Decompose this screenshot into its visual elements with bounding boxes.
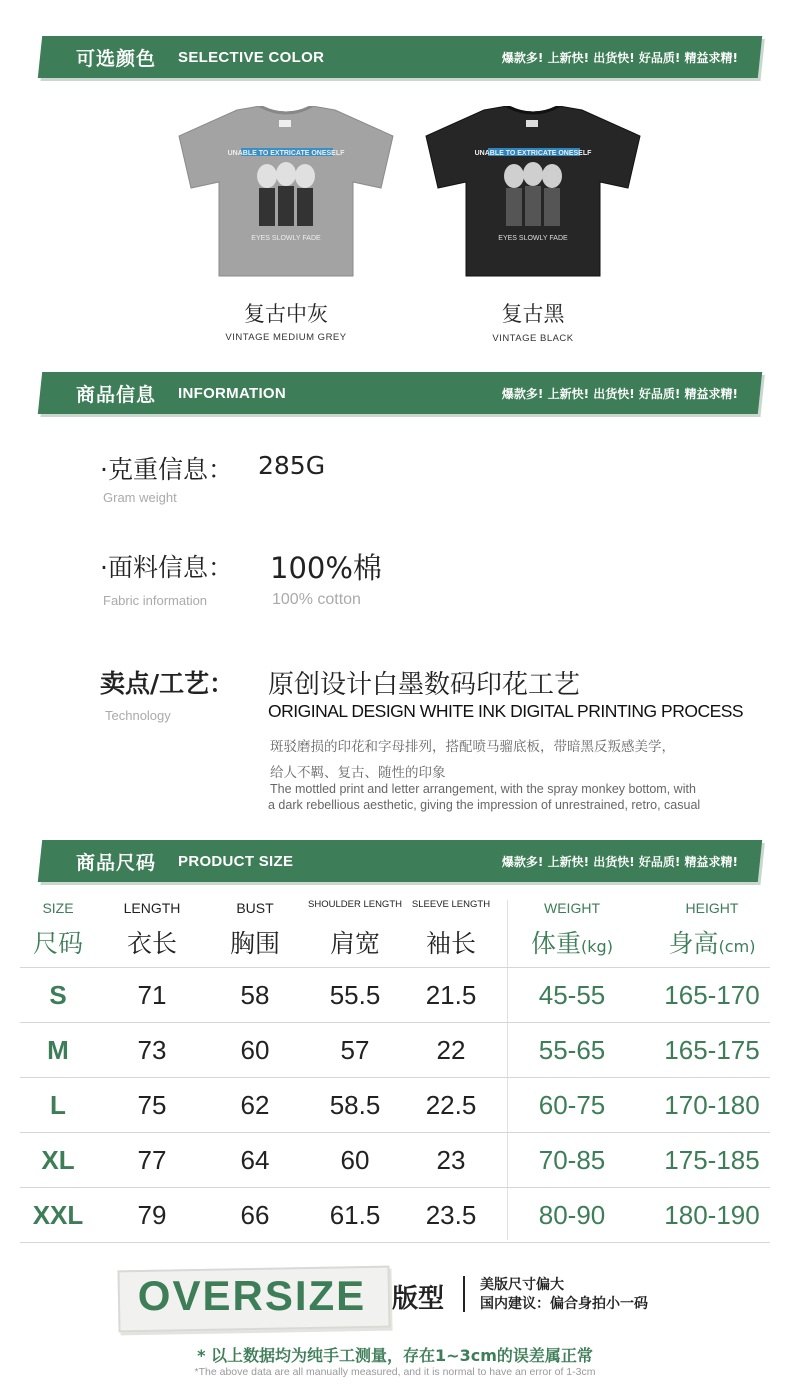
size-row-label: XXL: [32, 1200, 84, 1230]
fit-type-label: 版型: [392, 1284, 445, 1314]
banner-slogan: 爆款多! 上新快! 出货快! 好品质! 精益求精!: [501, 854, 738, 869]
size-row-label: M: [47, 1035, 69, 1065]
banner-slogan: 爆款多! 上新快! 出货快! 好品质! 精益求精!: [501, 386, 738, 401]
size-cell: 55-65: [538, 1035, 606, 1065]
craft-desc-cn-2: 给人不羁、复古、随性的印象: [270, 765, 446, 781]
shirt-print-text-top: UNABLE TO EXTRICATE ONESELF: [474, 150, 592, 157]
section-banner-color: [40, 36, 760, 78]
banner-title-cn: 可选颜色: [76, 47, 157, 70]
size-table-rule: [20, 1187, 770, 1188]
section-banner-info: [40, 372, 760, 414]
size-cell: 55.5: [329, 980, 381, 1010]
oversize-badge: OVERSIZE: [137, 1272, 367, 1319]
size-table-rule: [20, 967, 770, 968]
craft-desc-cn-1: 斑驳磨损的印花和字母排列，搭配喷马骝底板，带暗黑反叛感美学，: [270, 739, 675, 755]
banner-title-en: PRODUCT SIZE: [178, 852, 294, 870]
size-cell: 77: [137, 1145, 167, 1175]
size-cell: 21.5: [425, 980, 477, 1010]
fabric-label-en: Fabric information: [103, 593, 208, 608]
gram-label: ·克重信息：: [100, 455, 233, 484]
size-header-unit: (kg): [581, 937, 613, 956]
size-cell: 45-55: [538, 980, 606, 1010]
craft-label: 卖点/工艺：: [100, 669, 235, 698]
size-cell: 165-170: [664, 980, 760, 1010]
size-header-cn: [502, 924, 642, 960]
shirt-name-en-black: VINTAGE BLACK: [492, 333, 574, 344]
size-row-label: S: [49, 980, 67, 1010]
shirt-print-text-bottom: EYES SLOWLY FADE: [498, 235, 568, 242]
craft-desc-en-2: a dark rebellious aesthetic, giving the impression of unrestrained, retro, casual: [268, 798, 701, 812]
banner-title-en: INFORMATION: [178, 384, 287, 402]
size-table-rule: [20, 1022, 770, 1023]
banner-title-cn: 商品尺码: [76, 851, 157, 874]
size-header-en: BUST: [236, 900, 274, 916]
size-cell: 23: [436, 1145, 466, 1175]
size-cell: 71: [137, 980, 167, 1010]
size-header-en: SHOULDER LENGTH: [308, 899, 402, 910]
craft-value-en: ORIGINAL DESIGN WHITE INK DIGITAL PRINTING PROCESS: [268, 701, 744, 721]
craft-label-en: Technology: [105, 708, 171, 723]
size-row-label: L: [50, 1090, 66, 1120]
section-banner-size: [40, 840, 760, 882]
size-row-label: XL: [41, 1145, 75, 1175]
size-header-cn: [381, 924, 521, 960]
size-header-en: HEIGHT: [685, 900, 739, 916]
fit-note-2: 国内建议：偏合身拍小一码: [480, 1296, 648, 1312]
size-cell: 79: [137, 1200, 167, 1230]
size-table-rule: [20, 1132, 770, 1133]
gram-value: 285G: [258, 451, 326, 480]
shirt-name-black: 复古黑: [501, 302, 565, 326]
size-cell: 60: [340, 1145, 370, 1175]
size-header-cn-text: 体重: [531, 929, 582, 958]
size-cell: 22: [436, 1035, 466, 1065]
shirt-print-text-top: UNABLE TO EXTRICATE ONESELF: [227, 150, 345, 157]
size-table-rule: [20, 1242, 770, 1243]
size-cell: 80-90: [538, 1200, 606, 1230]
size-cell: 64: [240, 1145, 270, 1175]
size-header-cn-text: 尺码: [32, 929, 83, 958]
size-header-cn-text: 衣长: [126, 929, 177, 958]
size-cell: 58: [240, 980, 270, 1010]
fabric-value: 100%棉: [270, 551, 382, 585]
fit-note-1: 美版尺寸偏大: [480, 1277, 564, 1293]
size-cell: 170-180: [664, 1090, 760, 1120]
size-cell: 62: [240, 1090, 270, 1120]
banner-title-en: SELECTIVE COLOR: [178, 48, 325, 66]
size-cell: 60-75: [538, 1090, 606, 1120]
size-table-rule: [20, 1077, 770, 1078]
size-cell: 57: [340, 1035, 370, 1065]
fabric-value-en: 100% cotton: [272, 591, 361, 608]
shirt-print-text-bottom: EYES SLOWLY FADE: [251, 235, 321, 242]
size-cell: 175-185: [664, 1145, 760, 1175]
size-header-cn: [642, 924, 782, 960]
size-header-en: WEIGHT: [544, 900, 600, 916]
craft-desc-en-1: The mottled print and letter arrangement, with the spray monkey bottom, with: [270, 782, 696, 796]
craft-value: 原创设计白墨数码印花工艺: [268, 670, 581, 700]
footer-note-en: *The above data are all manually measured, and it is normal to have an error of 1-3cm: [194, 1366, 596, 1378]
size-cell: 23.5: [425, 1200, 477, 1230]
size-cell: 75: [137, 1090, 167, 1120]
size-header-unit: (cm): [718, 937, 756, 956]
size-header-cn-text: 袖长: [425, 929, 476, 958]
size-cell: 70-85: [538, 1145, 606, 1175]
size-cell: 60: [240, 1035, 270, 1065]
size-cell: 22.5: [425, 1090, 477, 1120]
size-header-cn-text: 身高: [668, 929, 719, 958]
size-cell: 165-175: [664, 1035, 760, 1065]
footer-note-cn: * 以上数据均为纯手工测量，存在1~3cm的误差属正常: [197, 1346, 593, 1365]
shirt-name-grey: 复古中灰: [244, 302, 328, 326]
fit-divider: [463, 1276, 465, 1312]
shirt-image-black: [422, 106, 644, 278]
size-cell: 66: [240, 1200, 270, 1230]
shirt-image-grey: [175, 106, 397, 278]
fabric-label: ·面料信息：: [100, 553, 233, 582]
banner-title-cn: 商品信息: [76, 383, 157, 406]
size-header-cn-text: 肩宽: [329, 929, 380, 958]
gram-label-en: Gram weight: [103, 490, 177, 505]
banner-slogan: 爆款多! 上新快! 出货快! 好品质! 精益求精!: [501, 50, 738, 65]
size-cell: 61.5: [329, 1200, 381, 1230]
size-cell: 58.5: [329, 1090, 381, 1120]
size-header-cn-text: 胸围: [229, 929, 280, 958]
size-cell: 73: [137, 1035, 167, 1065]
size-header-en: SIZE: [42, 900, 74, 916]
size-cell: 180-190: [664, 1200, 760, 1230]
size-header-en: SLEEVE LENGTH: [411, 899, 491, 910]
shirt-name-en-grey: VINTAGE MEDIUM GREY: [225, 332, 347, 343]
size-header-en: LENGTH: [123, 900, 181, 916]
